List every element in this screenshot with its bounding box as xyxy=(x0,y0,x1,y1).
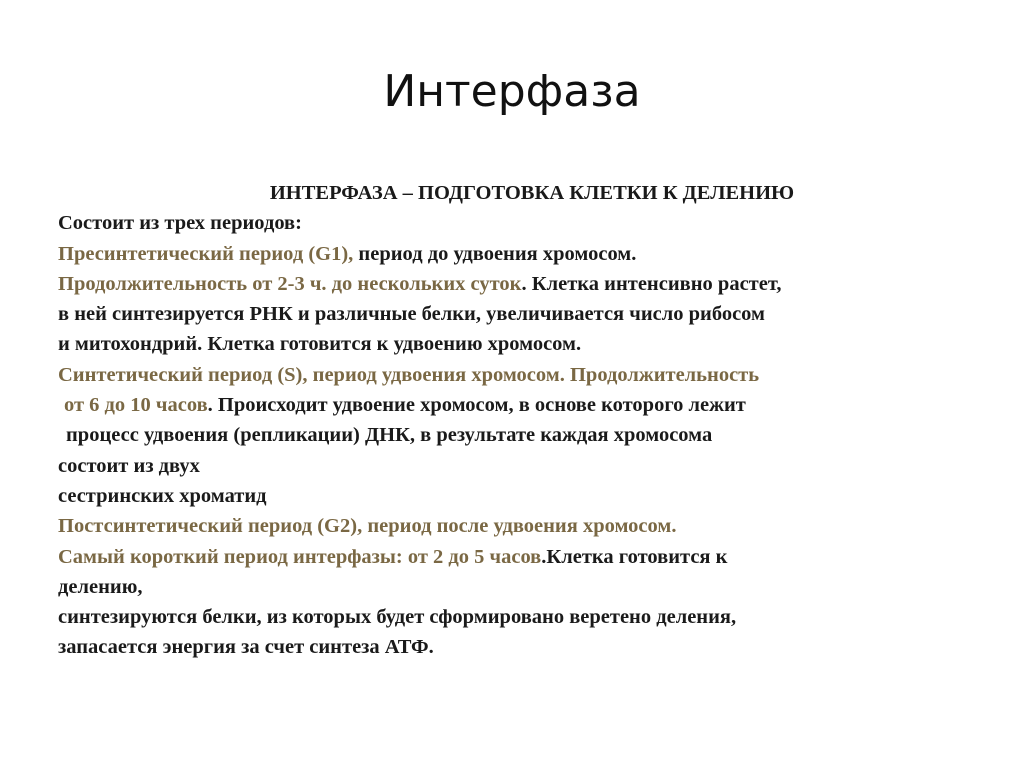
body-line xyxy=(58,542,998,572)
body-line xyxy=(58,299,998,329)
body-line xyxy=(58,481,998,511)
body-line xyxy=(58,420,998,450)
text-span: и митохондрий. Клетка готовится к удвоению хромосом. xyxy=(58,333,582,356)
text-span: . Происходит удвоение хромосом, в основе которого лежит xyxy=(207,394,746,417)
highlight-span: от 6 до 10 часов xyxy=(64,394,208,417)
body-line xyxy=(58,511,998,541)
text-span: .Клетка готовится к xyxy=(541,545,728,568)
body-line xyxy=(58,329,998,359)
text-span: Состоит из трех периодов: xyxy=(58,212,302,235)
text-span: делению, xyxy=(58,575,143,598)
text-span: сестринских хроматид xyxy=(58,484,267,507)
text-span: период до удвоения хромосом. xyxy=(353,242,637,265)
text-span: синтезируются белки, из которых будет сформировано веретено деления, xyxy=(58,606,737,629)
slide-title: Интерфаза xyxy=(383,66,641,117)
body-line xyxy=(58,360,998,390)
body-line xyxy=(58,208,998,238)
highlight-span: Синтетический период (S), период удвоения хромосом. Продолжительность xyxy=(58,363,760,386)
body-line xyxy=(58,390,998,420)
body-heading: ИНТЕРФАЗА – ПОДГОТОВКА КЛЕТКИ К ДЕЛЕНИЮ xyxy=(269,182,795,204)
body-line xyxy=(58,632,998,662)
highlight-span: Самый короткий период интерфазы: от 2 до 5 часов xyxy=(58,545,542,568)
highlight-span: Пресинтетический период (G1), xyxy=(58,242,354,265)
text-span: состоит из двух xyxy=(58,454,200,477)
text-span: запасается энергия за счет синтеза АТФ. xyxy=(58,636,434,659)
text-span: . Клетка интенсивно растет, xyxy=(521,272,782,295)
body-line xyxy=(58,602,998,632)
slide-body xyxy=(58,178,998,663)
body-line xyxy=(58,451,998,481)
body-line xyxy=(58,572,998,602)
body-line xyxy=(58,269,998,299)
body-line xyxy=(58,239,998,269)
highlight-span: Постсинтетический период (G2), период после удвоения хромосом. xyxy=(58,515,677,538)
highlight-span: Продолжительность от 2-3 ч. до нескольких суток xyxy=(58,272,522,295)
text-span: в ней синтезируется РНК и различные белки, увеличивается число рибосом xyxy=(58,303,765,326)
text-span: процесс удвоения (репликации) ДНК, в результате каждая хромосома xyxy=(66,424,713,447)
